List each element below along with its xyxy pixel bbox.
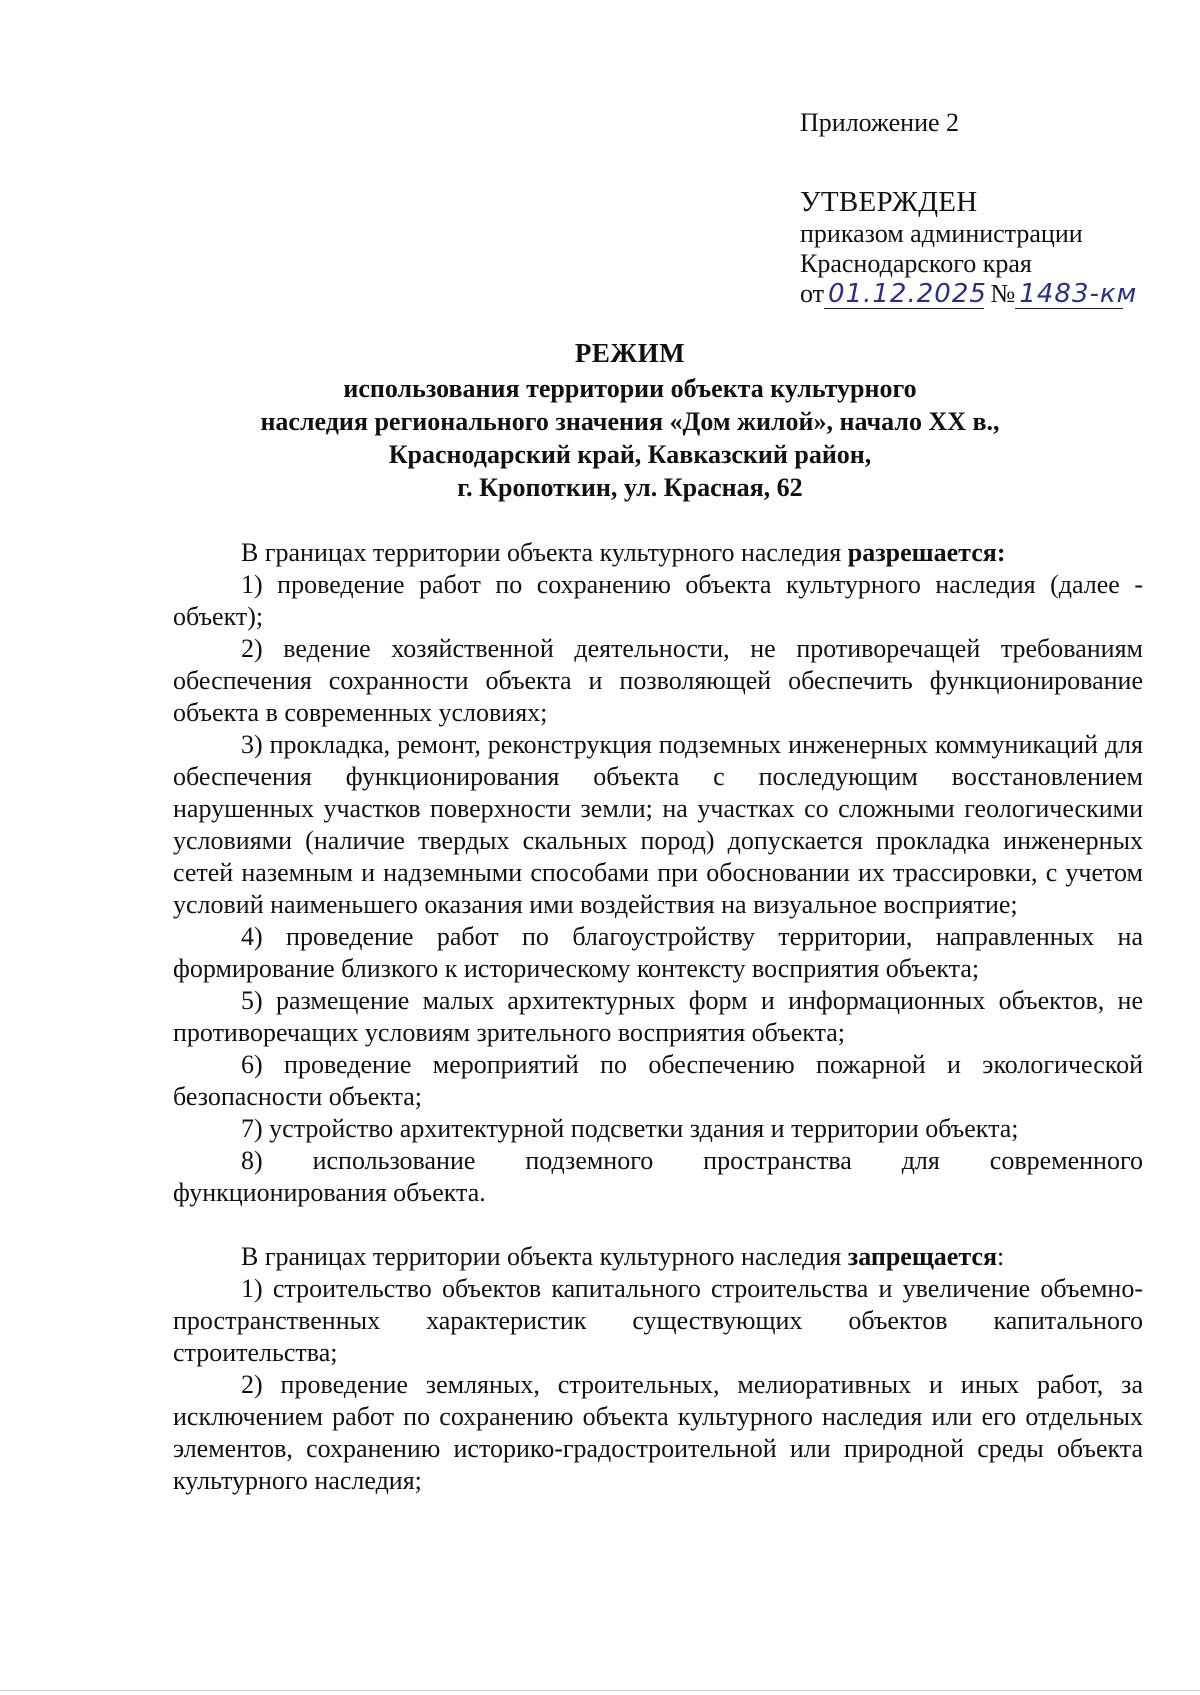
approval-line-1: приказом администрации xyxy=(800,219,1083,248)
forbidden-item: 1) строительство объектов капитального строительства и увеличение объемно-пространственных характеристик существующих объектов капитального строительства; xyxy=(173,1274,1143,1367)
annex-label: Приложение 2 xyxy=(800,108,960,137)
section-gap xyxy=(173,1209,1143,1241)
title-main: РЕЖИМ xyxy=(574,338,686,368)
title-line-4: г. Кропоткин, ул. Красная, 62 xyxy=(457,473,803,502)
approval-date-line xyxy=(800,279,1170,309)
forbidden-intro-text: В границах территории объекта культурного наследия xyxy=(241,1242,848,1271)
document-body xyxy=(173,537,1143,1497)
scan-edge-line xyxy=(0,1690,1200,1691)
document-title xyxy=(150,337,1110,504)
forbidden-intro-tail: : xyxy=(997,1242,1005,1271)
handwritten-number: 1483-км xyxy=(1015,280,1123,309)
allowed-intro-text: В границах территории объекта культурного наследия xyxy=(241,538,848,567)
allowed-item: 3) прокладка, ремонт, реконструкция подземных инженерных коммуникаций для обеспечения функционирования объекта с последующим восстановлением нарушенных участков поверхности земли; на участках со сложными геологическими условиями (наличие твердых скальных пород) допускается прокладка инженерных сетей наземным и надземными способами при обосновании их трассировки, с учетом условий наименьшего оказания ими воздействия на визуальное восприятие; xyxy=(173,730,1143,919)
handwritten-date: 01.12.2025 xyxy=(824,280,984,309)
number-prefix: № xyxy=(990,279,1016,308)
allowed-intro xyxy=(173,537,1143,569)
date-prefix: от xyxy=(800,279,825,308)
allowed-item: 1) проведение работ по сохранению объекта культурного наследия (далее - объект); xyxy=(173,570,1143,631)
title-line-3: Краснодарский край, Кавказский район, xyxy=(388,440,872,469)
allowed-item: 7) устройство архитектурной подсветки здания и территории объекта; xyxy=(241,1114,1019,1143)
allowed-item: 4) проведение работ по благоустройству территории, направленных на формирование близкого к историческому контексту восприятия объекта; xyxy=(173,922,1143,983)
allowed-keyword: разрешается: xyxy=(847,538,1006,567)
title-line-1: использования территории объекта культурного xyxy=(343,374,917,403)
allowed-item: 8) использование подземного пространства для современного функционирования объекта. xyxy=(173,1146,1143,1207)
forbidden-item: 2) проведение земляных, строительных, мелиоративных и иных работ, за исключением работ по сохранению объекта культурного наследия или его отдельных элементов, сохранению историко-градостроительной или природной среды объекта культурного наследия; xyxy=(173,1370,1143,1495)
forbidden-keyword: запрещается xyxy=(847,1242,998,1271)
forbidden-intro xyxy=(173,1241,1143,1273)
allowed-item: 5) размещение малых архитектурных форм и информационных объектов, не противоречащих условиям зрительного восприятия объекта; xyxy=(173,986,1143,1047)
approval-line-2: Краснодарского края xyxy=(800,249,1032,278)
approval-stamp-block xyxy=(800,108,1170,309)
approved-heading: УТВЕРЖДЕН xyxy=(800,186,978,218)
title-line-2: наследия регионального значения «Дом жилой», начало XX в., xyxy=(260,407,1000,436)
allowed-item: 2) ведение хозяйственной деятельности, не противоречащей требованиям обеспечения сохранности объекта и позволяющей обеспечить функционирование объекта в современных условиях; xyxy=(173,634,1143,727)
allowed-item: 6) проведение мероприятий по обеспечению пожарной и экологической безопасности объекта; xyxy=(173,1050,1143,1111)
